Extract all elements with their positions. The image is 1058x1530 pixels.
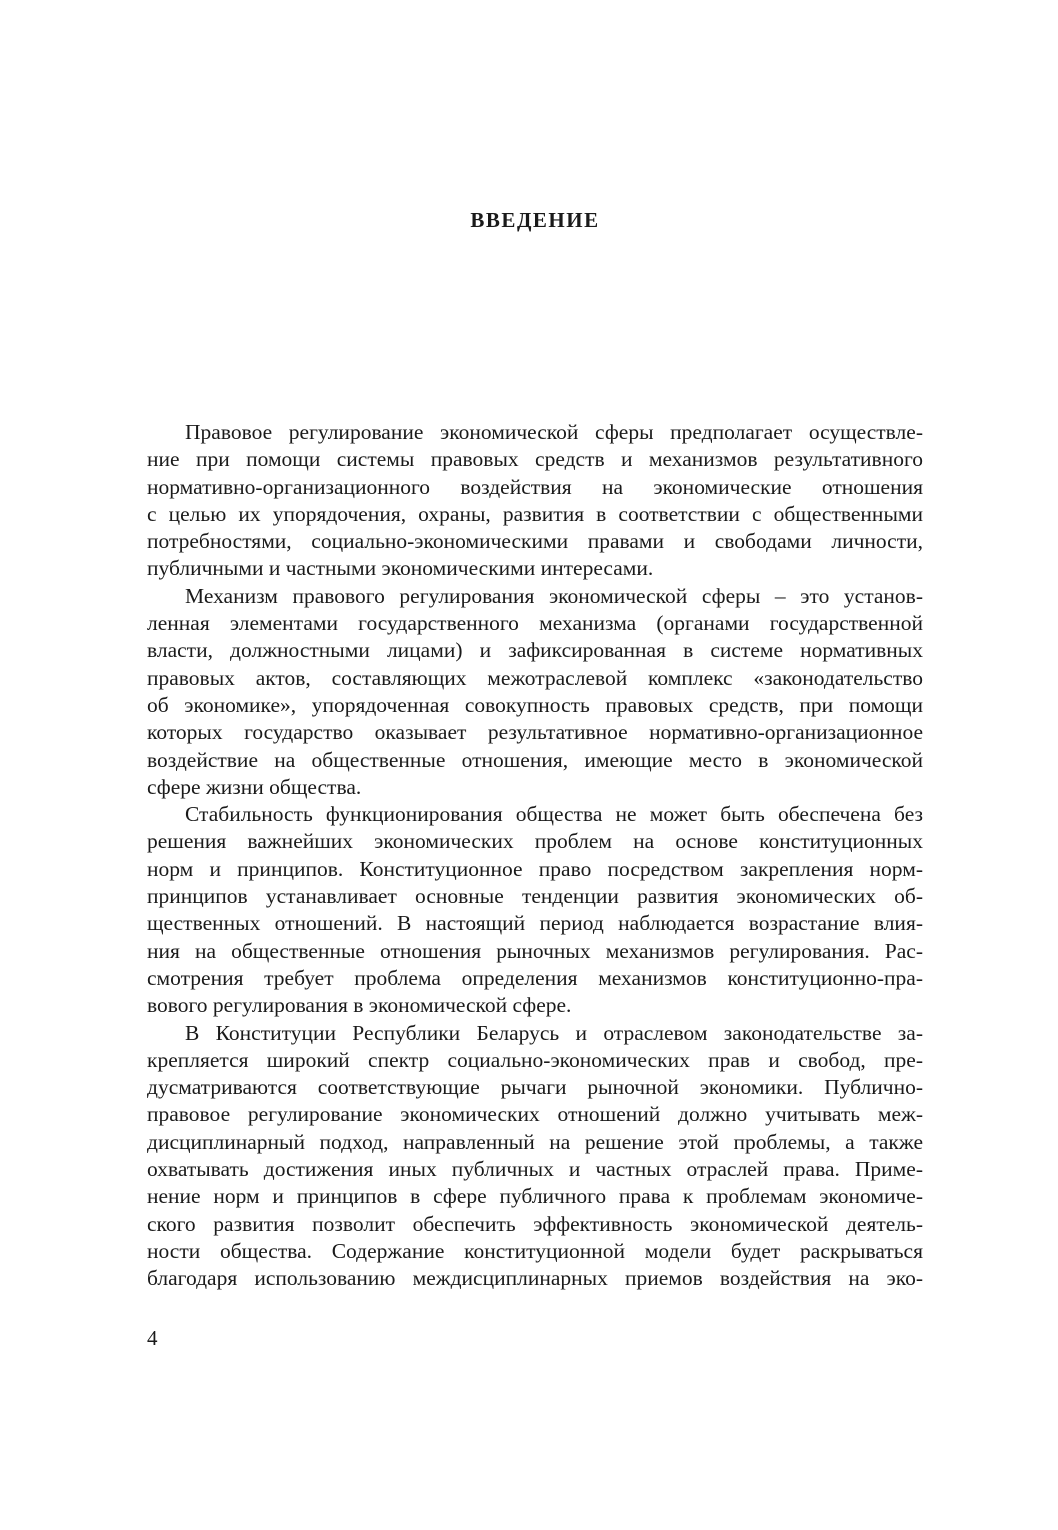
- text-line: В Конституции Республики Беларусь и отраслевом законодательстве за-: [185, 1020, 923, 1045]
- text-line: власти, должностными лицами) и зафиксированная в системе нормативных: [147, 638, 923, 663]
- text-line: которых государство оказывает результативное нормативно-организационное: [147, 720, 923, 745]
- text-line: Механизм правового регулирования экономической сферы – это установ-: [185, 583, 923, 608]
- text-line: решения важнейших экономических проблем на основе конституционных: [147, 829, 923, 854]
- text-line: об экономике», упорядоченная совокупность правовых средств, при помощи: [147, 692, 923, 717]
- text-line: потребностями, социально-экономическими правами и свободами личности,: [147, 529, 923, 554]
- text-line: публичными и частными экономическими интересами.: [147, 556, 654, 581]
- paragraph: [147, 801, 923, 1019]
- text-line: правовое регулирование экономических отношений должно учитывать меж-: [147, 1102, 923, 1127]
- text-line: дусматриваются соответствующие рычаги рыночной экономики. Публично-: [147, 1075, 923, 1100]
- chapter-heading: ВВЕДЕНИЕ: [470, 208, 600, 232]
- text-line: смотрения требует проблема определения механизмов конституционно-пра-: [147, 965, 923, 990]
- text-line: щественных отношений. В настоящий период наблюдается возрастание влия-: [147, 911, 923, 936]
- text-line: правовых актов, составляющих межотраслевой комплекс «законодательство: [147, 665, 923, 690]
- page-number: 4: [147, 1326, 158, 1350]
- paragraph: [147, 583, 923, 801]
- body-text: [147, 419, 923, 1293]
- text-line: нормативно-организационного воздействия на экономические отношения: [147, 474, 923, 499]
- text-line: ленная элементами государственного механизма (органами государственной: [147, 611, 923, 636]
- text-line: норм и принципов. Конституционное право посредством закрепления норм-: [147, 856, 923, 881]
- text-line: воздействие на общественные отношения, имеющие место в экономической: [147, 747, 923, 772]
- text-line: нение норм и принципов в сфере публичного права к проблемам экономиче-: [147, 1184, 923, 1209]
- paragraph: [147, 419, 923, 583]
- text-line: благодаря использованию междисциплинарных приемов воздействия на эко-: [147, 1266, 923, 1291]
- paragraph: [147, 1020, 923, 1293]
- text-line: охватывать достижения иных публичных и частных отраслей права. Приме-: [147, 1157, 923, 1182]
- text-line: ности общества. Содержание конституционной модели будет раскрываться: [147, 1238, 923, 1263]
- text-line: ния на общественные отношения рыночных механизмов регулирования. Рас-: [147, 938, 923, 963]
- text-line: крепляется широкий спектр социально-экономических прав и свобод, пре-: [147, 1047, 923, 1072]
- text-line: сфере жизни общества.: [147, 774, 362, 799]
- text-line: с целью их упорядочения, охраны, развития в соответствии с общественными: [147, 501, 923, 526]
- text-line: дисциплинарный подход, направленный на решение этой проблемы, а также: [147, 1129, 923, 1154]
- text-line: ского развития позволит обеспечить эффективность экономической деятель-: [147, 1211, 923, 1236]
- text-line: принципов устанавливает основные тенденции развития экономических об-: [147, 884, 923, 909]
- text-line: вового регулирования в экономической сфере.: [147, 993, 572, 1018]
- text-line: Правовое регулирование экономической сферы предполагает осуществле-: [185, 420, 923, 444]
- text-line: ние при помощи системы правовых средств и механизмов результативного: [147, 447, 923, 472]
- text-line: Стабильность функционирования общества не может быть обеспечена без: [185, 802, 923, 827]
